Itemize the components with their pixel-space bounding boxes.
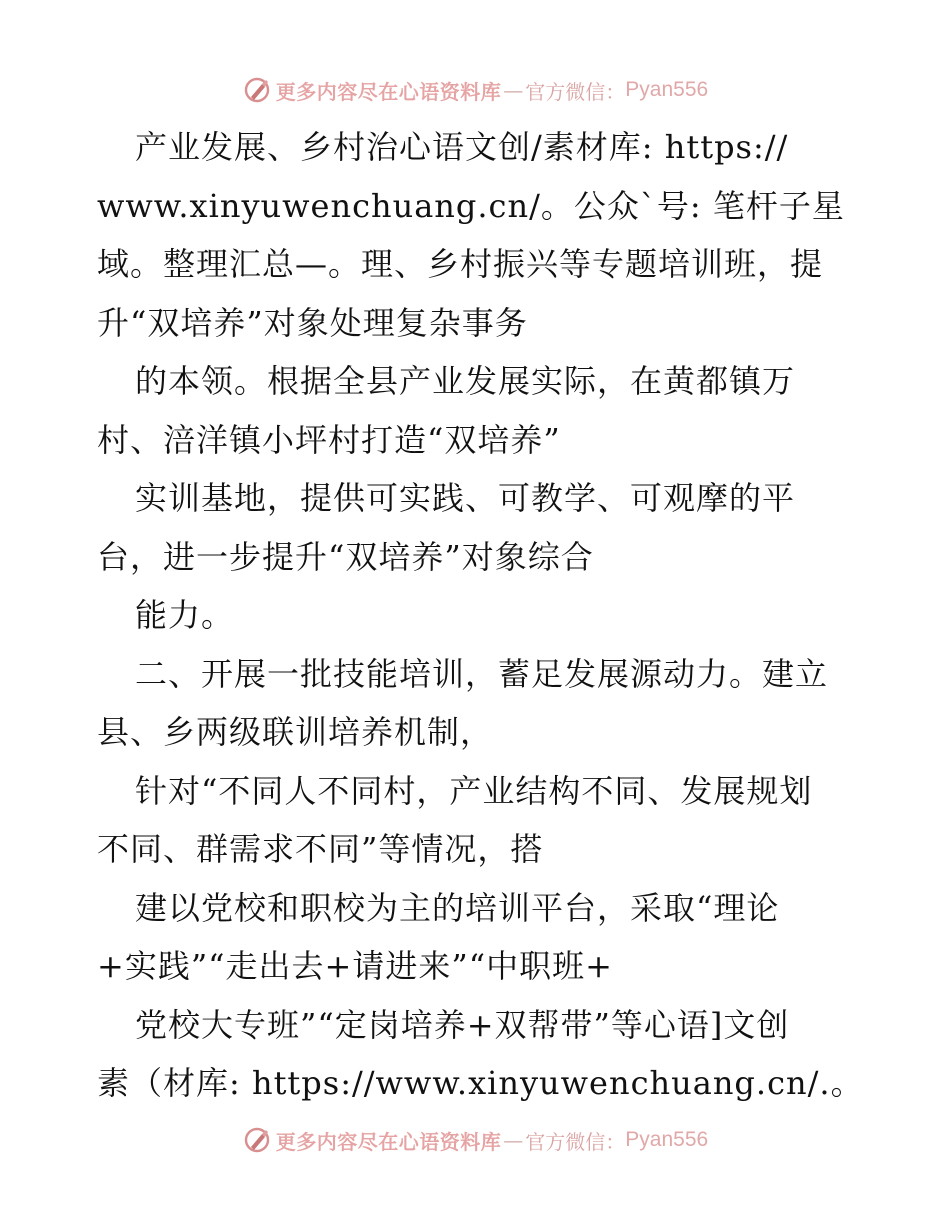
body-line: 村、涪洋镇小坪村打造“双培养” xyxy=(97,420,561,459)
body-line: 不同、群需求不同”等情况，搭 xyxy=(97,830,544,868)
body-line: 的本领。根据全县产业发展实际，在黄都镇万 xyxy=(135,362,796,400)
body-line: 台，进一步提升“双培养”对象综合 xyxy=(97,537,594,576)
pen-nib-logo-icon xyxy=(242,1125,272,1155)
body-line: www.xinyuwenchuang.cn/。公众`号: 笔杆子星 xyxy=(97,186,845,225)
watermark-dash: — xyxy=(503,78,524,102)
document-body xyxy=(97,118,864,1113)
body-line: 县、乡两级联训培养机制， xyxy=(97,713,494,751)
watermark-slogan: 更多内容尽在心语资料库 xyxy=(275,1129,502,1154)
watermark-wechat-id: Pyan556 xyxy=(625,1128,709,1151)
watermark-dash: — xyxy=(503,1128,524,1152)
watermark-wechat-label: 官方微信： xyxy=(525,1129,626,1154)
watermark-wechat-id: Pyan556 xyxy=(625,78,709,101)
body-line: 升“双培养”对象处理复杂事务 xyxy=(97,303,528,342)
body-line: 产业发展、乡村治心语文创/素材库: https:// xyxy=(135,128,789,166)
body-line: 能力。 xyxy=(135,596,235,634)
watermark-wechat-label: 官方微信： xyxy=(525,79,626,104)
footer-watermark xyxy=(0,1120,950,1160)
body-line: 党校大专班”“定岗培养+双帮带”等心语]文创 xyxy=(135,1005,790,1044)
watermark-slogan: 更多内容尽在心语资料库 xyxy=(275,79,502,104)
body-line: 域。整理汇总—。理、乡村振兴等专题培训班，提 xyxy=(97,245,824,283)
header-watermark xyxy=(0,70,950,110)
body-line: 针对“不同人不同村，产业结构不同、发展规划 xyxy=(135,771,813,810)
body-line: 建以党校和职校为主的培训平台，采取“理论 xyxy=(135,888,780,927)
body-line: 素（材库: https://www.xinyuwenchuang.cn/.。 xyxy=(97,1064,864,1102)
pen-nib-logo-icon xyxy=(242,75,272,105)
body-line: 二、开展一批技能培训，蓄足发展源动力。建立 xyxy=(135,654,829,693)
body-line: +实践”“走出去+请进来”“中职班+ xyxy=(97,947,613,985)
body-line: 实训基地，提供可实践、可教学、可观摩的平 xyxy=(135,479,796,517)
